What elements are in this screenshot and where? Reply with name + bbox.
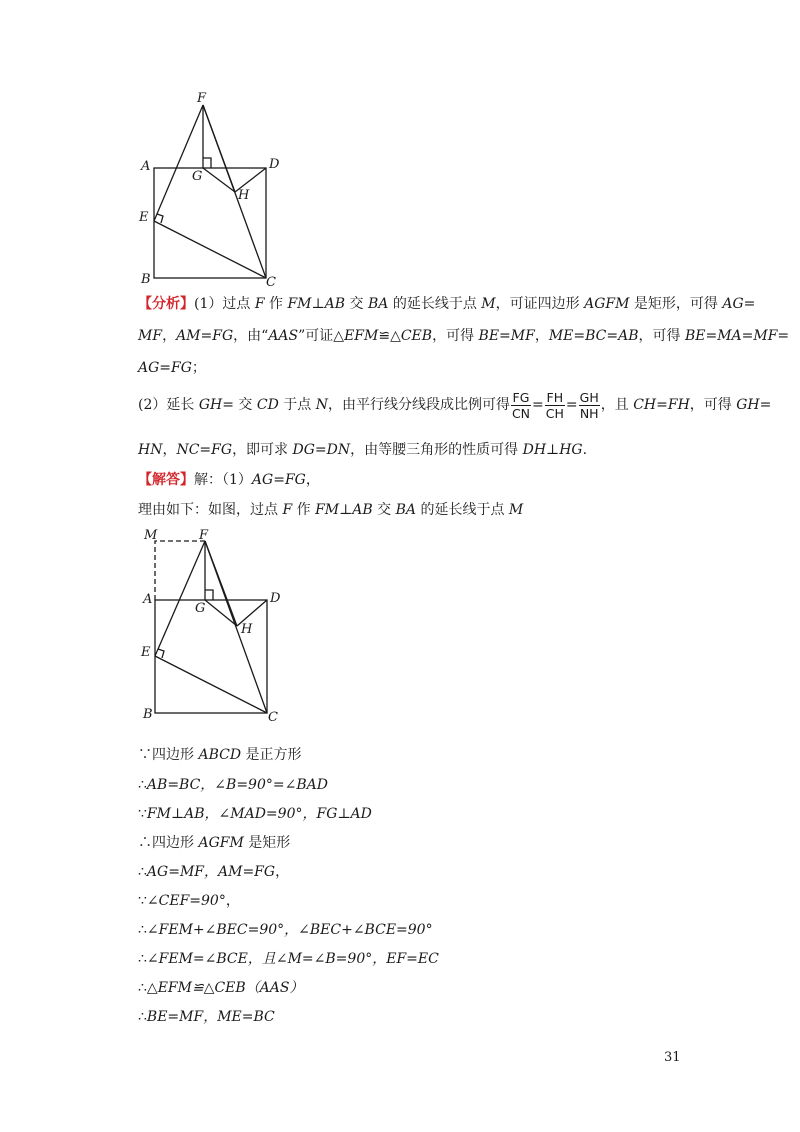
var: ∠CEF=90°: [146, 893, 226, 909]
var: AB=BC，∠B=90°=∠BAD: [146, 777, 328, 793]
text: ；: [191, 360, 206, 376]
label-b: B: [143, 707, 153, 722]
text: ，可得: [689, 397, 737, 413]
var: CH=FH: [633, 397, 690, 413]
numerator: FH: [546, 389, 564, 405]
text: ∴: [138, 1009, 147, 1025]
var: AG=MF，AM=FG: [146, 864, 276, 880]
text: ∴△: [138, 980, 158, 996]
text: ∵四边形: [138, 747, 199, 763]
proof-line-6: [138, 891, 240, 911]
analysis-line-2: [138, 326, 789, 346]
page-number: 31: [664, 1050, 681, 1065]
text: ，: [275, 864, 290, 880]
var: F: [282, 502, 293, 518]
var: AGFM: [198, 835, 244, 851]
answer-tag: 【解答】: [138, 472, 194, 488]
text: (2）延长: [138, 397, 199, 413]
text: ，且: [600, 397, 634, 413]
label-h: H: [238, 188, 250, 203]
square-diagram-2: [135, 525, 295, 725]
text: 于点: [278, 397, 316, 413]
var: ∠FEM+∠BEC=90°，∠BEC+∠BCE=90°: [146, 922, 433, 938]
numerator: GH: [579, 389, 599, 405]
var: BA: [395, 502, 417, 518]
text: ，: [534, 328, 549, 344]
var: DH⊥HG: [522, 442, 583, 458]
text: 交: [233, 397, 257, 413]
text: 作: [292, 502, 316, 518]
text: ，由等腰三角形的性质可得: [350, 442, 523, 458]
right-angle-mark-e: [158, 649, 164, 658]
text: 解：（1）: [194, 472, 252, 488]
text: ，: [225, 893, 240, 909]
text: ∴: [138, 864, 147, 880]
label-m: M: [144, 528, 158, 543]
label-b: B: [141, 272, 151, 287]
label-e: E: [139, 210, 149, 225]
text: 的延长线于点: [416, 502, 509, 518]
var: BE=MA=MF=: [684, 328, 790, 344]
text: ≌△: [378, 328, 401, 344]
text: ，由“: [233, 328, 269, 344]
var: AG=: [722, 296, 756, 312]
var: ME=BC=AB: [548, 328, 639, 344]
text: 是矩形: [243, 835, 291, 851]
text: ，可得: [638, 328, 685, 344]
var: AG=FG: [251, 472, 306, 488]
analysis-line-3: [138, 358, 206, 378]
equals: =: [532, 397, 544, 413]
var: GH=: [736, 397, 772, 413]
var: EFM: [344, 328, 379, 344]
label-g: G: [195, 601, 206, 616]
var: NC=FG: [176, 442, 233, 458]
proof-line-1: [138, 745, 302, 765]
numerator: FG: [512, 389, 530, 405]
var: M: [508, 502, 524, 518]
text: ∴四边形: [138, 835, 199, 851]
proof-line-7: [138, 920, 433, 940]
right-angle-mark-e: [157, 214, 163, 223]
var: ABCD: [198, 747, 242, 763]
analysis-line-5: [138, 440, 587, 460]
text: ∵: [138, 893, 147, 909]
label-h: H: [241, 622, 253, 637]
fraction-gh-nh: [579, 390, 600, 421]
var: ∠FEM=∠BCE，且∠M=∠B=90°，EF=EC: [146, 951, 439, 967]
analysis-line-4: [138, 388, 771, 422]
proof-line-4: [138, 833, 290, 853]
text: 交: [372, 502, 396, 518]
text: ∴: [138, 777, 147, 793]
var: N: [315, 397, 328, 413]
square-diagram-1: [135, 88, 295, 288]
proof-line-10: [138, 1007, 275, 1027]
var: GH=: [198, 397, 234, 413]
label-d: D: [270, 591, 281, 606]
answer-line-1: [138, 470, 320, 490]
label-c: C: [266, 275, 276, 288]
var: AM=FG: [176, 328, 234, 344]
text: ∵: [138, 806, 147, 822]
var: AG=FG: [138, 360, 192, 376]
var: FM⊥AB: [315, 502, 373, 518]
answer-line-2: [138, 500, 523, 520]
var: MF: [138, 328, 163, 344]
text: ，: [162, 328, 177, 344]
proof-line-3: [138, 804, 372, 824]
proof-line-5: [138, 862, 289, 882]
denominator: NH: [579, 405, 599, 421]
label-c: C: [268, 710, 278, 725]
geometry-figure-1: [135, 88, 295, 288]
text: ，即可求: [232, 442, 293, 458]
analysis-line-1: [138, 294, 755, 314]
var: F: [254, 296, 265, 312]
square-abcd: [154, 168, 266, 278]
label-a: A: [143, 592, 153, 607]
var: FM⊥AB，∠MAD=90°，FG⊥AD: [146, 806, 372, 822]
fraction-fh-ch: [545, 390, 565, 421]
denominator: CN: [511, 405, 531, 421]
var: FM⊥AB: [287, 296, 346, 312]
var: M: [481, 296, 496, 312]
label-e: E: [141, 645, 151, 660]
text: 理由如下：如图，过点: [138, 502, 283, 518]
right-angle-mark-g: [205, 590, 213, 600]
text: .: [582, 442, 588, 458]
var: EFM≌△CEB（AAS）: [157, 980, 304, 996]
label-g: G: [192, 169, 203, 184]
text: ”可证△: [298, 328, 345, 344]
denominator: CH: [545, 405, 564, 421]
text: ∴: [138, 922, 147, 938]
text: ，: [162, 442, 177, 458]
text: ，由平行线分线段成比例可得: [327, 397, 510, 413]
label-d: D: [269, 157, 280, 172]
label-f: F: [197, 91, 207, 106]
text: 是正方形: [241, 747, 302, 763]
analysis-tag: 【分析】: [138, 296, 194, 312]
var: BE=MF，ME=BC: [146, 1009, 275, 1025]
text: 作: [264, 296, 288, 312]
proof-line-9: [138, 978, 303, 998]
text: ∴: [138, 951, 147, 967]
var: AGFM: [584, 296, 630, 312]
proof-line-2: [138, 775, 328, 795]
text: ，可证四边形: [495, 296, 585, 312]
right-angle-mark-g: [203, 158, 211, 168]
text: (1）过点: [194, 296, 255, 312]
geometry-figure-2: [135, 525, 295, 725]
text: ，: [305, 472, 320, 488]
var: DG=DN: [292, 442, 351, 458]
equals: =: [565, 397, 578, 413]
var: CD: [256, 397, 279, 413]
text: ，可得: [432, 328, 479, 344]
text: 交: [345, 296, 368, 312]
var: BE=MF: [478, 328, 535, 344]
text: 是矩形，可得: [629, 296, 723, 312]
var: CEB: [400, 328, 433, 344]
fraction-fg-cn: [511, 390, 531, 421]
label-a: A: [141, 159, 151, 174]
dashed-construction-fm: [155, 541, 205, 600]
proof-line-8: [138, 949, 439, 969]
label-f: F: [199, 528, 209, 543]
var: BA: [367, 296, 389, 312]
text: 的延长线于点: [388, 296, 482, 312]
var: HN: [138, 442, 163, 458]
var: AAS: [268, 328, 299, 344]
